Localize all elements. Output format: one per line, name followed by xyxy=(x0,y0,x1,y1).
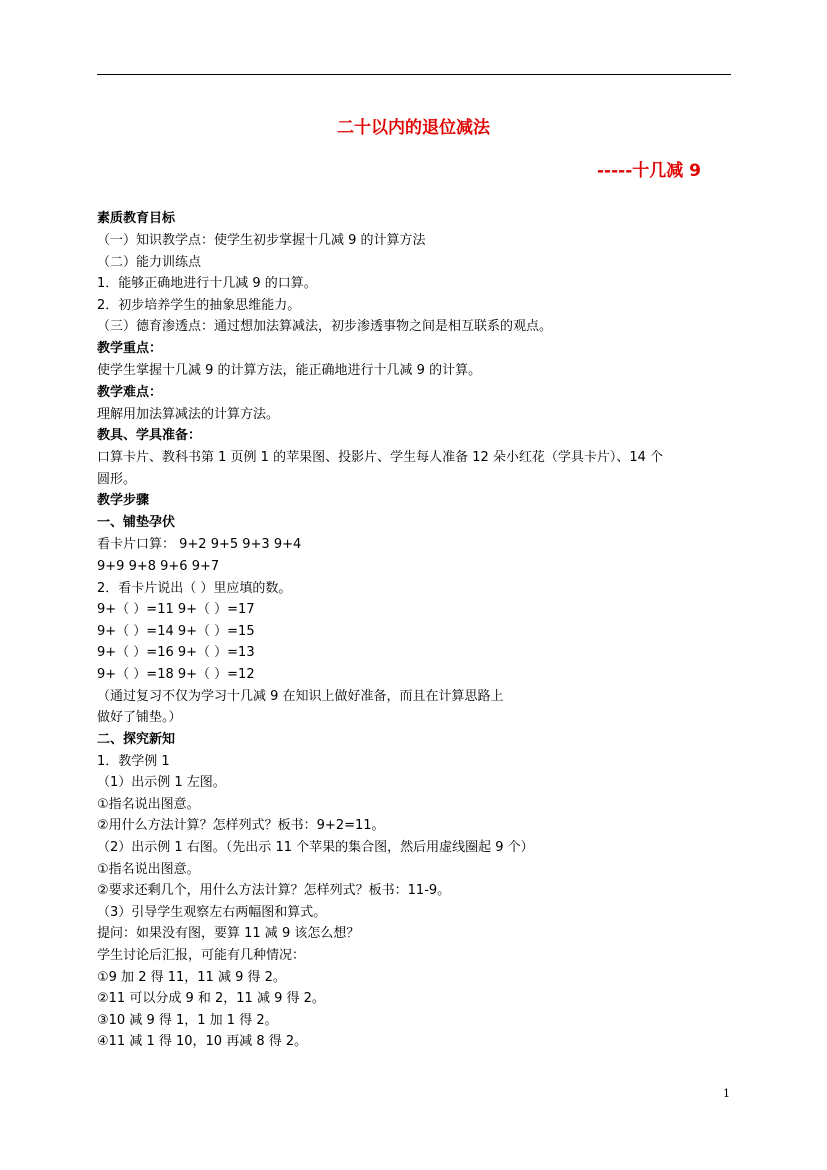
text-line: 使学生掌握十几减 9 的计算方法，能正确地进行十几减 9 的计算。 xyxy=(97,362,482,378)
text-line: 提问：如果没有图，要算 11 减 9 该怎么想？ xyxy=(97,926,360,942)
text-line: 9+（ ）=14 9+（ ）=15 xyxy=(97,623,255,639)
text-line: 做好了铺垫。） xyxy=(97,710,182,726)
text-line: 口算卡片、教科书第 1 页例 1 的苹果图、投影片、学生每人准备 12 朵小红花（学具卡片）、14 个 xyxy=(97,450,664,466)
section-heading: 一、铺垫孕伏 xyxy=(97,515,176,531)
text-line: （一）知识教学点：使学生初步掌握十几减 9 的计算方法 xyxy=(97,233,426,248)
document-title: 二十以内的退位减法 xyxy=(337,118,490,138)
text-line: 学生讨论后汇报，可能有几种情况： xyxy=(97,948,306,964)
text-line: ②11 可以分成 9 和 2，11 减 9 得 2。 xyxy=(97,991,325,1007)
text-line: ①9 加 2 得 11，11 减 9 得 2。 xyxy=(97,969,286,985)
document-subtitle: -----十几减 9 xyxy=(596,161,701,181)
page-number: 1 xyxy=(723,1087,730,1100)
text-line: （2）出示例 1 右图。（先出示 11 个苹果的集合图，然后用虚线圈起 9 个） xyxy=(97,840,534,856)
section-heading: 教学难点： xyxy=(97,384,163,400)
text-line: （通过复习不仅为学习十几减 9 在知识上做好准备，而且在计算思路上 xyxy=(97,688,504,704)
text-line: （三）德育渗透点：通过想加法算减法，初步渗透事物之间是相互联系的观点。 xyxy=(97,319,553,335)
text-line: 9+（ ）=18 9+（ ）=12 xyxy=(97,666,255,682)
section-heading: 二、探究新知 xyxy=(97,731,176,747)
text-line: （3）引导学生观察左右两幅图和算式。 xyxy=(97,904,327,920)
text-line: 2．初步培养学生的抽象思维能力。 xyxy=(97,297,301,313)
section-heading: 教具、学具准备： xyxy=(97,428,202,444)
text-line: ②用什么方法计算？怎样列式？板书：9+2=11。 xyxy=(97,818,385,834)
section-heading: 素质教育目标 xyxy=(97,211,176,226)
text-line: ④11 减 1 得 10，10 再减 8 得 2。 xyxy=(97,1034,308,1050)
section-heading: 教学重点： xyxy=(97,340,163,356)
document-body xyxy=(97,208,737,1053)
text-line: 1．能够正确地进行十几减 9 的口算。 xyxy=(97,276,317,292)
text-line: ①指名说出图意。 xyxy=(97,861,200,877)
section-heading: 教学步骤 xyxy=(97,493,150,509)
text-line: ①指名说出图意。 xyxy=(97,796,200,812)
text-line: 圆形。 xyxy=(97,471,137,487)
text-line: 9+（ ）=11 9+（ ）=17 xyxy=(97,602,255,618)
text-line: 9+9 9+8 9+6 9+7 xyxy=(97,558,220,574)
header-rule xyxy=(97,74,731,75)
text-line: 理解用加法算减法的计算方法。 xyxy=(97,406,280,422)
text-line: 2．看卡片说出（ ）里应填的数。 xyxy=(97,580,292,596)
text-line: 1．教学例 1 xyxy=(97,753,170,769)
text-line: ③10 减 9 得 1，1 加 1 得 2。 xyxy=(97,1012,278,1028)
text-line: （二）能力训练点 xyxy=(97,254,202,270)
text-line: ②要求还剩几个，用什么方法计算？怎样列式？板书：11-9。 xyxy=(97,883,451,899)
text-line: 看卡片口算： 9+2 9+5 9+3 9+4 xyxy=(97,537,302,553)
text-line: （1）出示例 1 左图。 xyxy=(97,775,226,791)
text-line: 9+（ ）=16 9+（ ）=13 xyxy=(97,645,255,661)
